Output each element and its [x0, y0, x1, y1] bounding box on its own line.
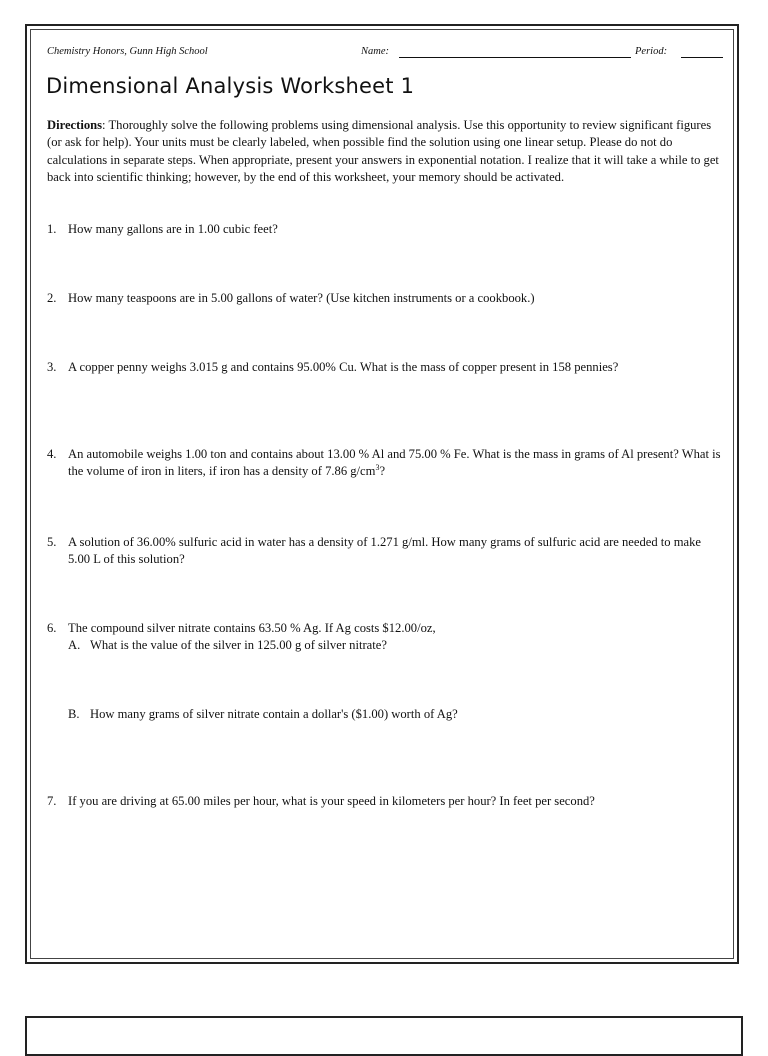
question-text: How many gallons are in 1.00 cubic feet?: [68, 222, 278, 236]
page-header: [47, 46, 727, 62]
question-text: [68, 446, 723, 481]
question-7: [47, 793, 723, 810]
question-number: 5.: [47, 535, 57, 549]
question-number: 7.: [47, 794, 57, 808]
period-blank-line: [681, 57, 723, 58]
superscript-exponent: 3: [375, 463, 380, 473]
school-label: Chemistry Honors, Gunn High School: [47, 46, 208, 57]
question-number: 1.: [47, 222, 57, 236]
question-3: [47, 359, 723, 376]
question-4: [47, 446, 723, 481]
question-text: If you are driving at 65.00 miles per hour, what is your speed in kilometers per hour? In feet per second?: [68, 794, 595, 808]
question-text: A solution of 36.00% sulfuric acid in water has a density of 1.271 g/ml. How many grams of sulfuric acid are needed to make 5.00 L of this solution?: [68, 535, 702, 567]
directions-label: Directions: [47, 118, 103, 132]
question-text-tail: ?: [379, 464, 386, 479]
question-number: 6.: [47, 621, 57, 635]
question-1: [47, 221, 723, 238]
question-6: [47, 620, 723, 637]
question-number: 4.: [47, 447, 57, 461]
question-text: How many teaspoons are in 5.00 gallons of water? (Use kitchen instruments or a cookbook.): [68, 291, 535, 305]
question-5: [47, 534, 723, 569]
question-number: 2.: [47, 291, 57, 305]
next-page-border: [25, 1016, 743, 1056]
name-label: Name:: [361, 46, 389, 57]
subquestion-text: How many grams of silver nitrate contain a dollar's ($1.00) worth of Ag?: [90, 707, 458, 721]
subquestion-label: B.: [68, 707, 80, 721]
directions-paragraph: [47, 117, 723, 187]
name-blank-line: [399, 57, 631, 58]
question-6-part-b: [68, 706, 718, 723]
subquestion-label: A.: [68, 638, 81, 652]
directions-text: : Thoroughly solve the following problems using dimensional analysis. Use this opportunity to review significant figures (or ask for help). Your units must be clearly labeled, when possible find the solution using one linear setup. Please do not do calculations in separate steps. When appropriate, present your answers in exponential notation. I realize that it will take a while to get back into scientific thinking; however, by the end of this worksheet, your memory should be activated.: [47, 118, 719, 185]
question-number: 3.: [47, 360, 57, 374]
question-2: [47, 290, 723, 307]
page-title: Dimensional Analysis Worksheet 1: [46, 74, 415, 98]
subquestion-text: What is the value of the silver in 125.00 g of silver nitrate?: [90, 638, 387, 652]
question-text: The compound silver nitrate contains 63.50 % Ag. If Ag costs $12.00/oz,: [68, 621, 436, 635]
question-text-main: An automobile weighs 1.00 ton and contains about 13.00 % Al and 75.00 % Fe. What is the mass in grams of Al present? What is the volume of iron in liters, if iron has a density of 7.86 g/cm: [68, 447, 721, 479]
question-6-part-a: [68, 637, 718, 654]
question-text: A copper penny weighs 3.015 g and contains 95.00% Cu. What is the mass of copper present in 158 pennies?: [68, 360, 619, 374]
period-label: Period:: [635, 46, 668, 57]
